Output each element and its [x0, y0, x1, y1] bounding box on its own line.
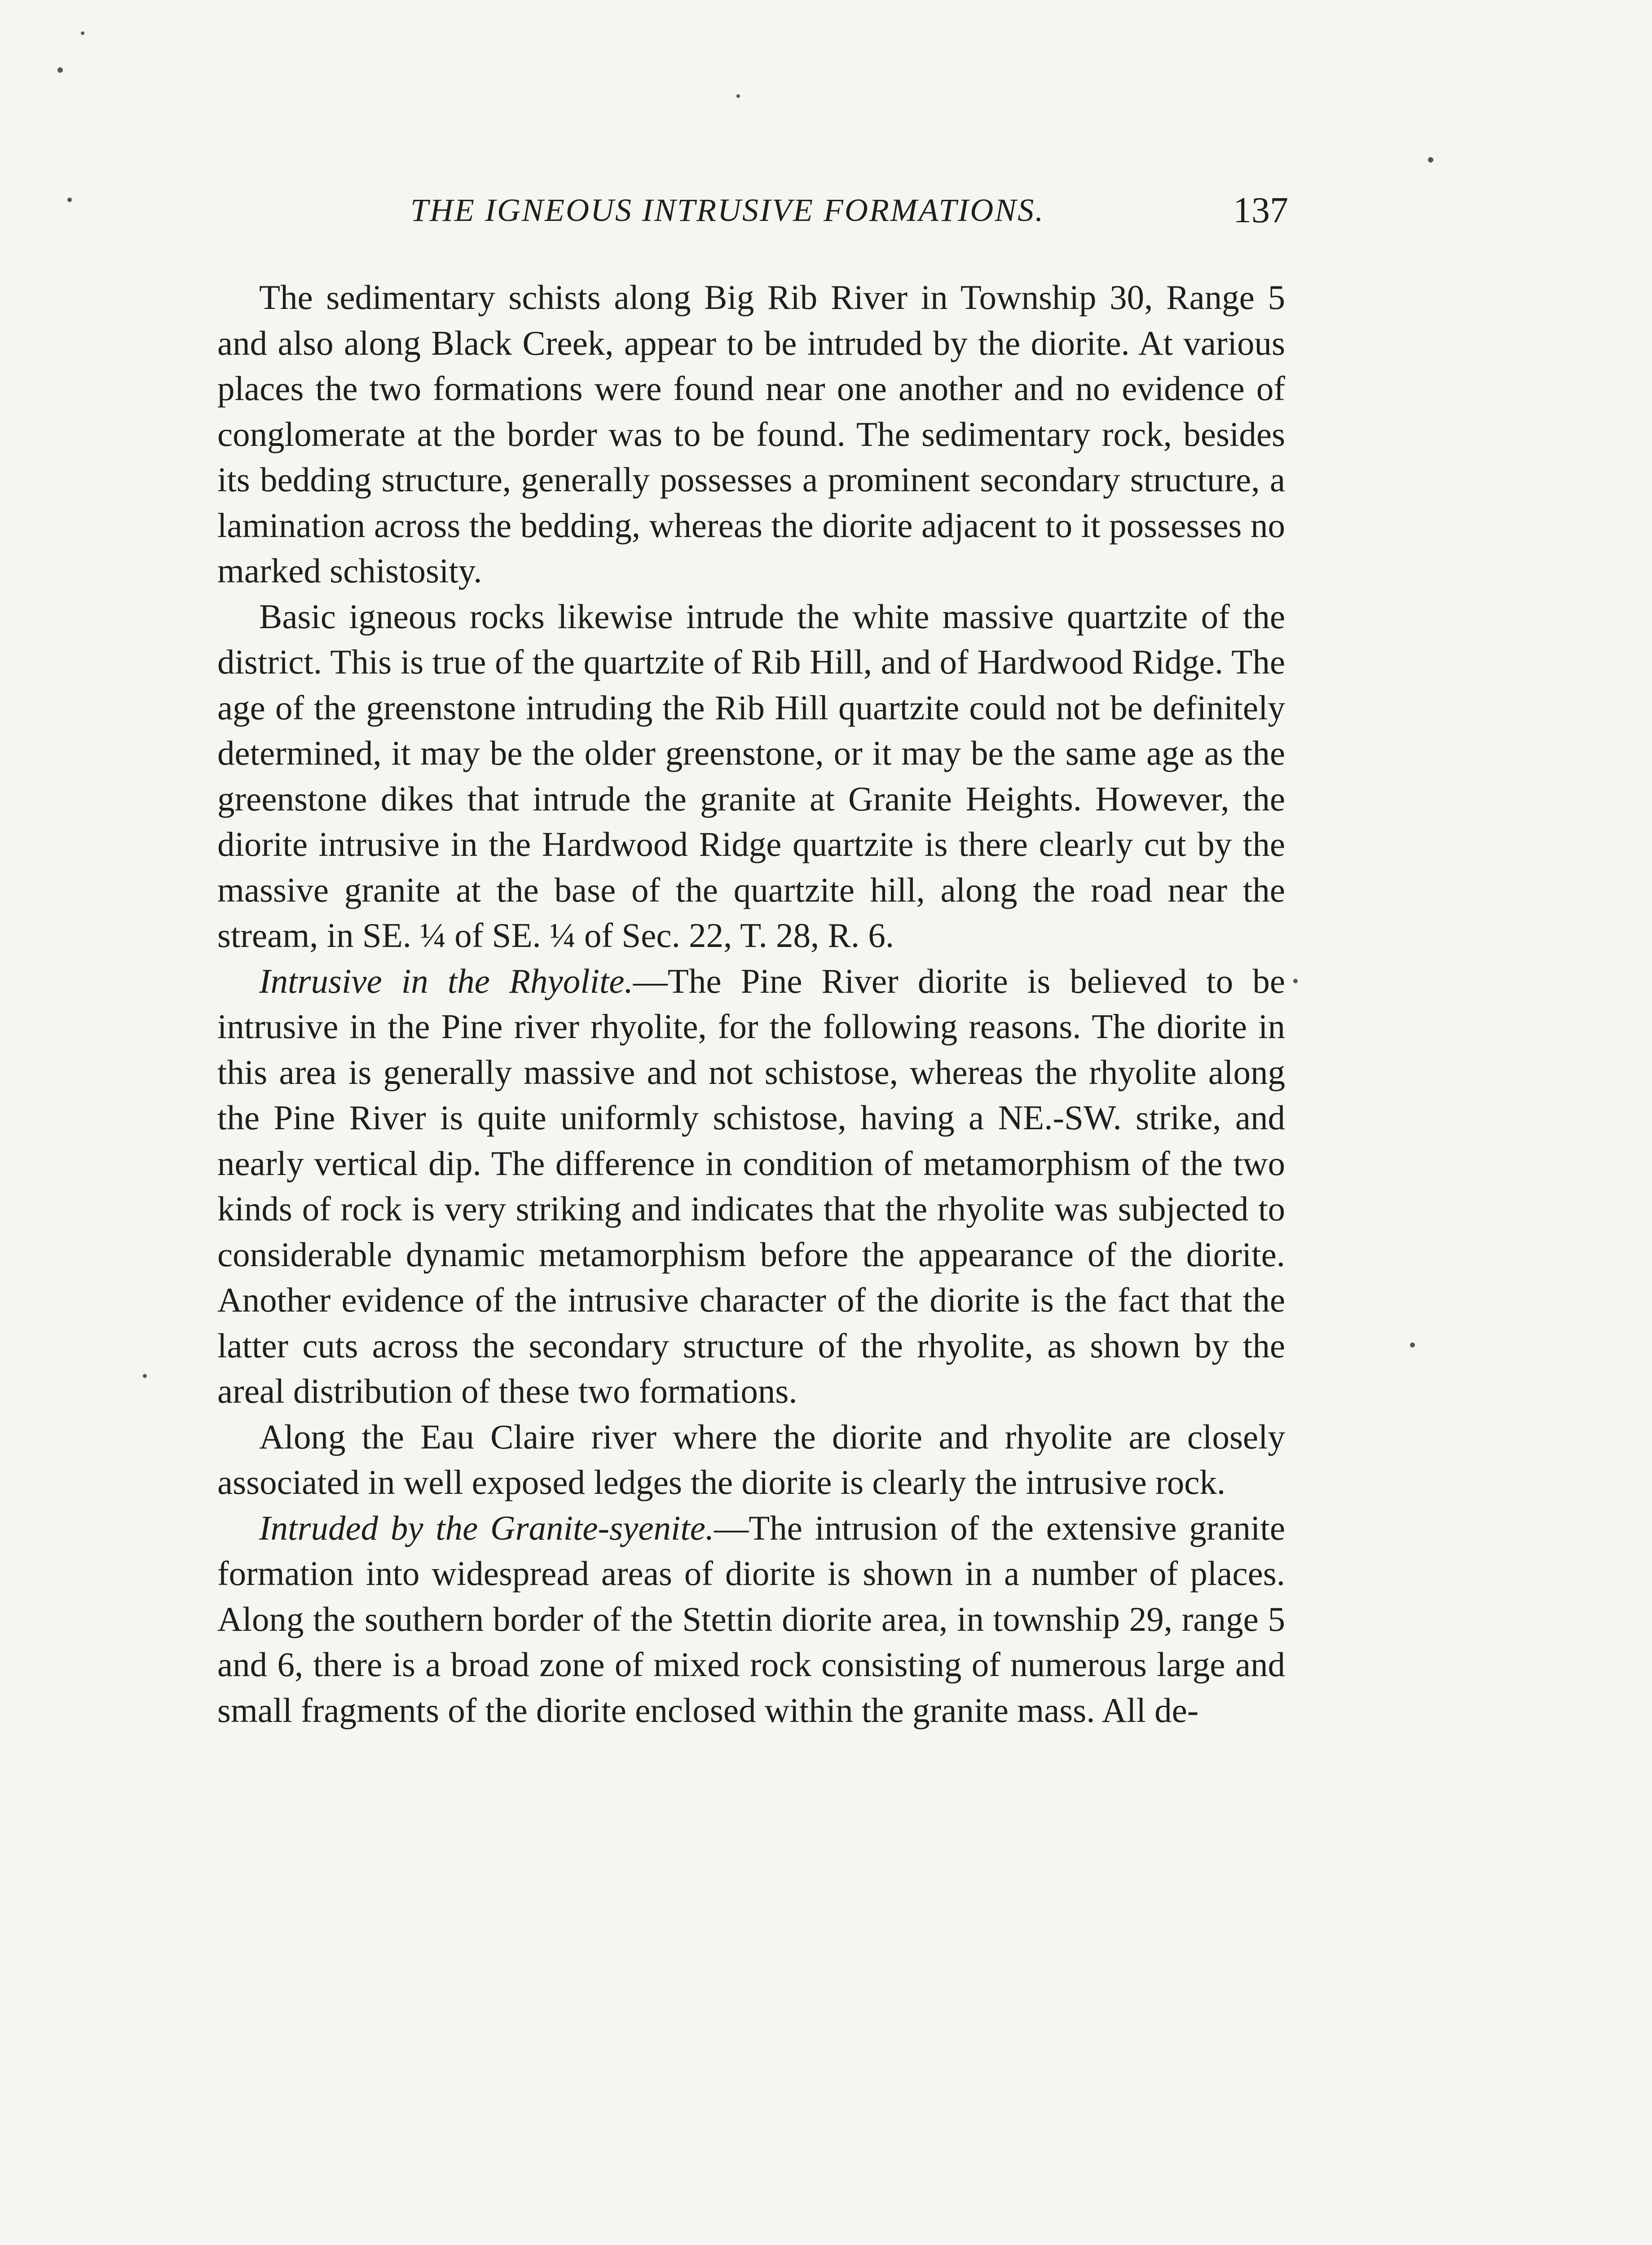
scan-speck	[736, 94, 740, 98]
scan-speck	[143, 1374, 147, 1378]
scan-speck	[57, 67, 63, 73]
paragraph-text: Basic igneous rocks likewise intrude the white massive quartzite of the district. This is true of the quartzite of Rib Hill, and of Hardwood Ridge. The age of the greenstone intruding the Rib Hill quartzite could not be definitely determined, it may be the older greenstone, or it may be the same age as the greenstone dikes that intrude the granite at Granite Heights. However, the diorite intrusive in the Hardwood Ridge quartzite is there clearly cut by the massive granite at the base of the quartzite hill, along the road near the stream, in SE. ¼ of SE. ¼ of Sec. 22, T. 28, R. 6.	[217, 597, 1285, 955]
paragraph-text: The sedimentary schists along Big Rib River in Township 30, Range 5 and also along Black Creek, appear to be intruded by the diorite. At various places the two formations were found near one another and no evidence of conglomerate at the border was to be found. The sedimentary rock, besides its bedding structure, generally possesses a prominent secondary structure, a lamination across the bedding, whereas the diorite adjacent to it possesses no marked schistosity.	[217, 278, 1285, 590]
scan-speck	[1428, 157, 1433, 163]
paragraph	[217, 1414, 1285, 1505]
scan-speck	[1410, 1343, 1415, 1347]
page-header	[217, 188, 1324, 242]
scan-speck	[1293, 979, 1298, 983]
page-number: 137	[1233, 189, 1288, 230]
scan-speck	[67, 198, 72, 202]
body-text	[217, 275, 1285, 1733]
scan-speck	[81, 31, 84, 35]
paragraph-subhead: Intrusive in the Rhyolite.	[259, 961, 633, 1000]
running-title: THE IGNEOUS INTRUSIVE FORMATIONS.	[410, 192, 1045, 228]
paragraph-text: —The intrusion of the extensive granite formation into widespread areas of diorite is shown in a number of places. Along the southern border of the Stettin diorite area, in township 29, range 5 and 6, there is a broad zone of mixed rock consisting of numerous large and small fragments of the diorite enclosed within the granite mass. All de-	[217, 1508, 1285, 1730]
paragraph	[217, 275, 1285, 594]
paragraph-text: Along the Eau Claire river where the diorite and rhyolite are closely associated in well exposed ledges the diorite is clearly the intrusive rock.	[217, 1417, 1285, 1501]
paragraph	[217, 959, 1285, 1414]
paragraph-text: —The Pine River diorite is believed to be intrusive in the Pine river rhyolite, for the following reasons. The diorite in this area is generally massive and not schistose, whereas the rhyolite along the Pine River is quite uniformly schistose, having a NE.-SW. strike, and nearly vertical dip. The difference in condition of metamorphism of the two kinds of rock is very striking and indicates that the rhyolite was subjected to considerable dynamic metamorphism before the appearance of the diorite. Another evidence of the intrusive character of the diorite is the fact that the latter cuts across the secondary structure of the rhyolite, as shown by the areal distribution of these two formations.	[217, 961, 1285, 1410]
paragraph-subhead: Intruded by the Granite-syenite.	[259, 1508, 714, 1547]
paragraph	[217, 1505, 1285, 1734]
paragraph	[217, 594, 1285, 959]
